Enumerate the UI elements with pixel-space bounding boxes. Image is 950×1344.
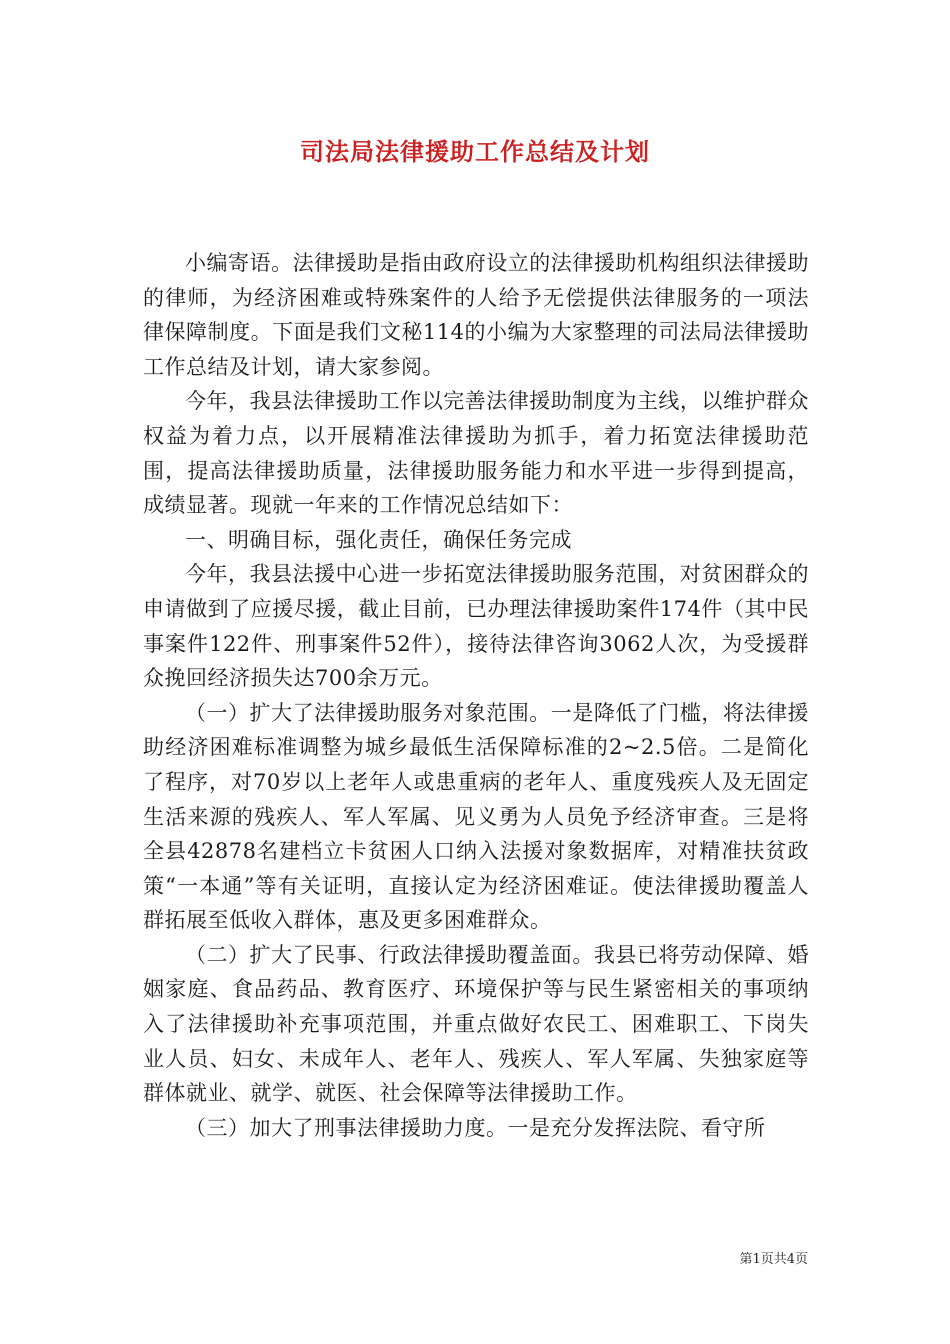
paragraph-item-1: （一）扩大了法律援助服务对象范围。一是降低了门槛，将法律援助经济困难标准调整为城乡最低生活保障标准的2~2.5倍。二是简化了程序，对70岁以上老年人或患重病的老年人、重度残疾人及无固定生活来源的残疾人、军人军属、见义勇为人员免予经济审查。三是将全县42878名建档立卡贫困人口纳入法援对象数据库，对精准扶贫政策“一本通”等有关证明，直接认定为经济困难证。使法律援助覆盖人群拓展至低收入群体，惠及更多困难群众。 [143, 700, 809, 933]
paragraph-intro: 小编寄语。法律援助是指由政府设立的法律援助机构组织法律援助的律师，为经济困难或特殊案件的人给予无偿提供法律服务的一项法律保障制度。下面是我们文秘114的小编为大家整理的司法局法律援助工作总结及计划，请大家参阅。 [143, 251, 809, 379]
paragraph-item-3: （三）加大了刑事法律援助力度。一是充分发挥法院、看守所 [185, 1115, 766, 1140]
page-footer: 第1页共4页 [739, 1252, 808, 1267]
paragraph-overview: 今年，我县法律援助工作以完善法律援助制度为主线，以维护群众权益为着力点，以开展精准法律援助为抓手，着力拓宽法律援助范围，提高法律援助质量，法律援助服务能力和水平进一步得到提高，成绩显著。现就一年来的工作情况总结如下： [143, 389, 809, 518]
document-title: 司法局法律援助工作总结及计划 [300, 137, 650, 166]
paragraph-item-2: （二）扩大了民事、行政法律援助覆盖面。我县已将劳动保障、婚姻家庭、食品药品、教育医疗、环境保护等与民生紧密相关的事项纳入了法律援助补充事项范围，并重点做好农民工、困难职工、下岗失业人员、妇女、未成年人、老年人、残疾人、军人军属、失独家庭等群体就业、就学、就医、社会保障等法律援助工作。 [143, 942, 809, 1106]
document-body [143, 246, 809, 1145]
section-heading-1: 一、明确目标，强化责任，确保任务完成 [185, 527, 572, 552]
paragraph-statistics: 今年，我县法援中心进一步拓宽法律援助服务范围，对贫困群众的申请做到了应援尽援，截止目前，已办理法律援助案件174件（其中民事案件122件、刑事案件52件），接待法律咨询3062人次，为受援群众挽回经济损失达700余万元。 [143, 562, 809, 691]
